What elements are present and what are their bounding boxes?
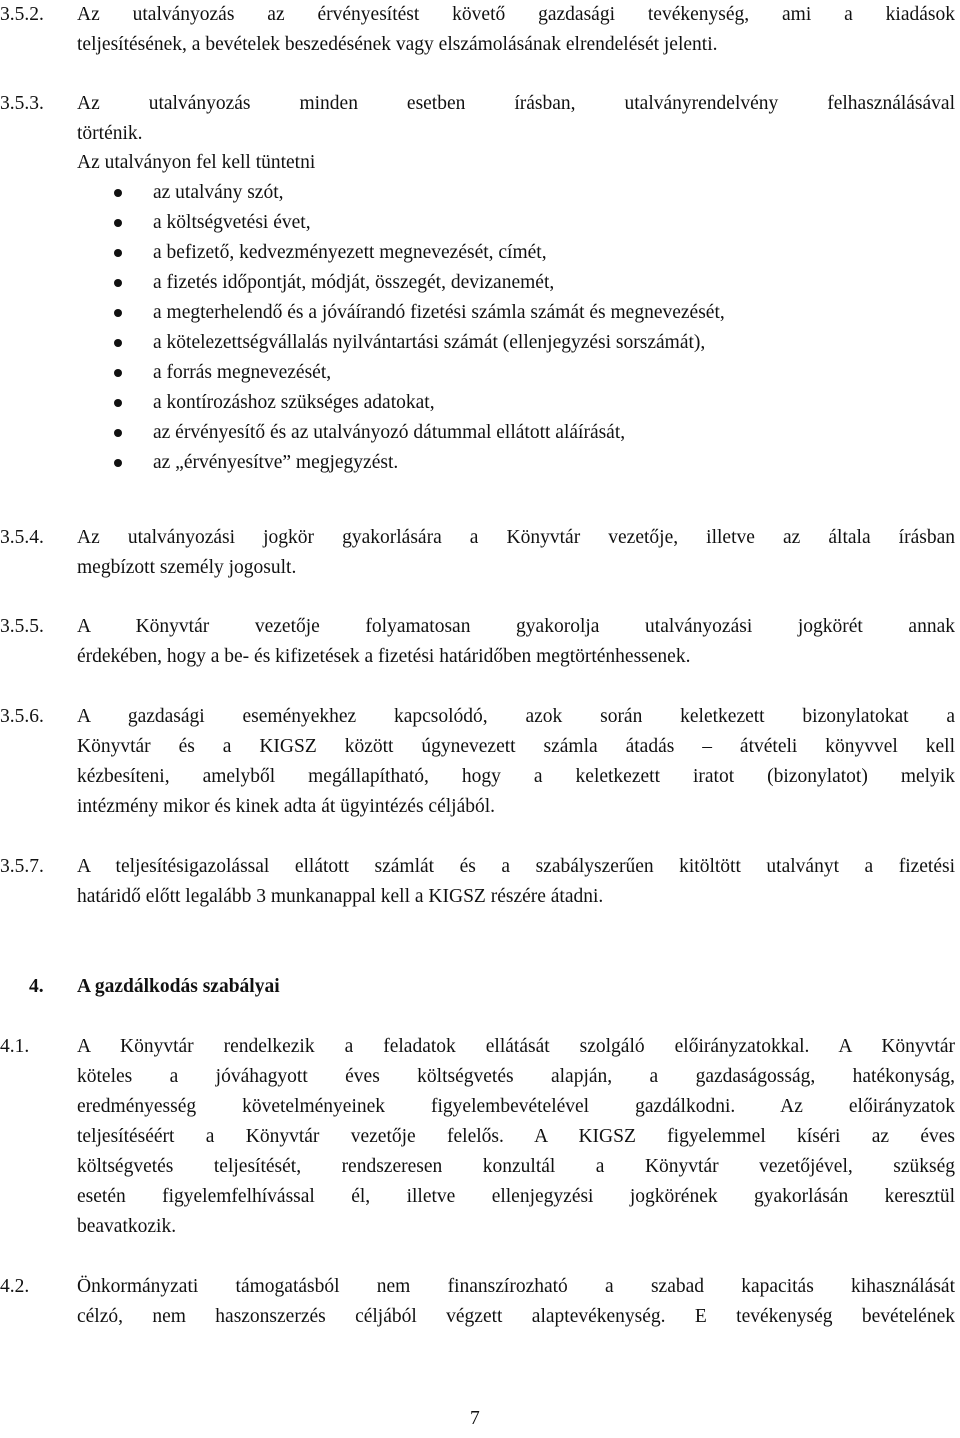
paragraph-line: köteles a jóváhagyott éves költségvetés alapján, a gazdaságosság, hatékonyság, [77,1066,955,1087]
bullet-icon [114,249,122,257]
bullet-icon [114,189,122,197]
paragraph-number: 4.2. [0,1276,30,1297]
paragraph-line: teljesítésének, a bevételek beszedésének vagy elszámolásának elrendelését jelenti. [77,34,718,55]
paragraph-4-1 [0,1032,955,1242]
paragraph-3-5-5 [0,612,955,672]
paragraph-3-5-4 [0,523,955,583]
paragraph-4-2 [0,1272,955,1332]
paragraph-number: 3.5.5. [0,616,44,637]
paragraph-line: költségvetés teljesítését, rendszeresen konzultál a Könyvtár vezetőjével, szükség [77,1156,955,1177]
paragraph-line: esetén figyelemfelhívással él, illetve ellenjegyzési jogkörének gyakorlásán keresztül [77,1186,955,1207]
paragraph-3-5-2 [0,0,955,60]
paragraph-line: határidő előtt legalább 3 munkanappal kell a KIGSZ részére átadni. [77,886,604,907]
paragraph-line: Az utalványozás az érvényesítést követő gazdasági tevékenység, ami a kiadások [77,4,955,25]
paragraph-line: Az utalványozási jogkör gyakorlására a Könyvtár vezetője, illetve az általa írásban [77,527,955,548]
section-title: A gazdálkodás szabályai [77,976,280,997]
paragraph-line: megbízott személy jogosult. [77,557,297,578]
page-number: 7 [470,1408,480,1429]
paragraph-number: 3.5.3. [0,93,44,114]
bullet-icon [114,429,122,437]
paragraph-line: A gazdasági eseményekhez kapcsolódó, azok során keletkezett bizonylatokat a [77,706,955,727]
paragraph-line: intézmény mikor és kinek adta át ügyintézés céljából. [77,796,496,817]
paragraph-line: Önkormányzati támogatásból nem finanszírozható a szabad kapacitás kihasználását [77,1276,955,1297]
paragraph-line: teljesítéséért a Könyvtár vezetője felelős. A KIGSZ figyelemmel kíséri az éves [77,1126,955,1147]
paragraph-number: 3.5.4. [0,527,44,548]
paragraph-line: A Könyvtár vezetője folyamatosan gyakorolja utalványozási jogkörét annak [77,616,955,637]
paragraph-line: kézbesíteni, amelyből megállapítható, hogy a keletkezett iratot (bizonylatot) melyik [77,766,955,787]
paragraph-3-5-3 [0,89,955,149]
bullet-icon [114,459,122,467]
paragraph-number: 3.5.7. [0,856,44,877]
paragraph-line: Könyvtár és a KIGSZ között úgynevezett számla átadás – átvételi könyvvel kell [77,736,955,757]
paragraph-number: 3.5.2. [0,4,44,25]
paragraph-line: eredményesség követelményeinek figyelembevételével gazdálkodni. Az előirányzatok [77,1096,955,1117]
bullet-icon [114,219,122,227]
paragraph-line: történik. [77,123,143,144]
paragraph-3-5-7 [0,852,955,912]
paragraph-line: érdekében, hogy a be- és kifizetések a fizetési határidőben megtörténhessenek. [77,646,691,667]
bullet-icon [114,279,122,287]
paragraph-line: A teljesítésigazolással ellátott számlát és a szabályszerűen kitöltött utalványt a fizetési [77,856,955,877]
paragraph-number: 4.1. [0,1036,30,1057]
paragraph-3-5-6 [0,702,955,822]
paragraph-number: 3.5.6. [0,706,44,727]
bullet-icon [114,369,122,377]
paragraph-line: Az utalványozás minden esetben írásban, utalványrendelvény felhasználásával [77,93,955,114]
section-number: 4. [29,976,44,997]
bullet-icon [114,399,122,407]
bullet-icon [114,309,122,317]
paragraph-line: beavatkozik. [77,1216,177,1237]
paragraph-line: A Könyvtár rendelkezik a feladatok ellátását szolgáló előirányzatokkal. A Könyvtár [77,1036,955,1057]
bullet-icon [114,339,122,347]
list-intro: Az utalványon fel kell tüntetni [77,152,316,173]
paragraph-line: célzó, nem haszonszerzés céljából végzett alaptevékenység. E tevékenység bevételének [77,1306,955,1327]
